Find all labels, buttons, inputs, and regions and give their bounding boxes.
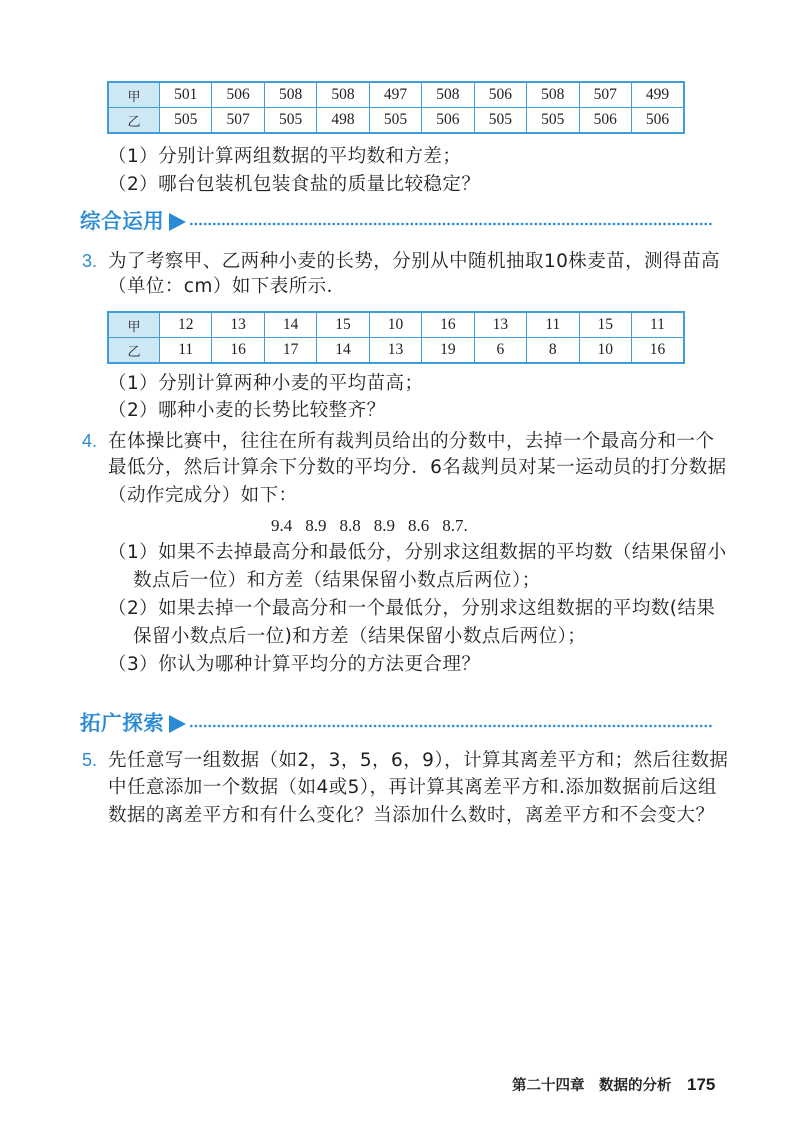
play-triangle-icon	[169, 715, 186, 733]
table-row	[108, 338, 684, 364]
top-part-1: （1）分别计算两组数据的平均数和方差；	[108, 146, 462, 167]
table-cell: 16	[212, 338, 264, 364]
row-label-yi: 乙	[108, 338, 160, 364]
problem-3-line-1	[82, 250, 720, 273]
problem-number: 5.	[82, 750, 98, 770]
table-row	[108, 312, 684, 338]
problem-text: 先任意写一组数据（如2，3，5，6，9），计算其离差平方和；然后往数据	[108, 750, 729, 771]
table-cell: 505	[160, 108, 212, 134]
packaging-machine-table	[107, 81, 685, 134]
table-cell: 507	[579, 82, 631, 108]
table-cell: 506	[631, 108, 684, 134]
table-cell: 506	[422, 108, 474, 134]
problem-4-line-3: （动作完成分）如下：	[108, 485, 298, 506]
table-cell: 499	[631, 82, 684, 108]
problem-4-part-2-line-1: （2）如果去掉一个最高分和一个最低分，分别求这组数据的平均数(结果	[108, 598, 716, 619]
table-row	[108, 108, 684, 134]
section-title: 综合运用	[80, 209, 165, 233]
score-value: 8.8	[339, 516, 361, 535]
table-cell: 16	[422, 312, 474, 338]
problem-5-line-1	[82, 749, 728, 772]
problem-text: 在体操比赛中，往往在所有裁判员给出的分数中，去掉一个最高分和一个	[108, 431, 715, 452]
table-cell: 15	[579, 312, 631, 338]
row-label-jia: 甲	[108, 312, 160, 338]
score-value: 8.7	[442, 516, 464, 535]
section-heading-comprehensive	[80, 209, 712, 233]
table-cell: 14	[317, 338, 369, 364]
dotted-rule	[189, 724, 712, 728]
score-value: 8.6	[408, 516, 430, 535]
table-cell: 13	[212, 312, 264, 338]
table-cell: 19	[422, 338, 474, 364]
table-cell: 508	[317, 82, 369, 108]
problem-number: 4.	[82, 431, 98, 451]
table-cell: 11	[160, 338, 212, 364]
section-heading-explore	[80, 711, 712, 735]
problem-4-part-1-line-2: 数点后一位）和方差（结果保留小数点后两位）；	[133, 570, 541, 591]
table-cell: 11	[631, 312, 684, 338]
table-cell: 17	[264, 338, 316, 364]
judge-scores	[271, 515, 468, 537]
problem-number: 3.	[82, 251, 98, 271]
table-cell: 8	[527, 338, 579, 364]
table-cell: 498	[317, 108, 369, 134]
problem-3-part-2: （2）哪种小麦的长势比较整齐？	[108, 400, 386, 421]
problem-4-part-2-line-2: 保留小数点后一位)和方差（结果保留小数点后两位）；	[133, 626, 587, 647]
table-cell: 508	[422, 82, 474, 108]
problem-3-line-2: （单位：cm）如下表所示．	[108, 276, 346, 297]
page-number: 175	[687, 1075, 716, 1094]
problem-5-line-3: 数据的离差平方和有什么变化？当添加什么数时，离差平方和不会变大？	[108, 805, 715, 826]
table-cell: 16	[631, 338, 684, 364]
table-cell: 508	[527, 82, 579, 108]
table-cell: 15	[317, 312, 369, 338]
play-triangle-icon	[169, 213, 186, 231]
wheat-height-table	[107, 311, 685, 364]
score-value: 9.4	[271, 516, 293, 535]
problem-4-line-2: 最低分，然后计算余下分数的平均分．6名裁判员对某一运动员的打分数据	[108, 457, 727, 478]
section-title: 拓广探索	[80, 711, 165, 735]
table-cell: 10	[579, 338, 631, 364]
table-cell: 508	[264, 82, 316, 108]
table-cell: 501	[160, 82, 212, 108]
table-cell: 505	[369, 108, 421, 134]
table-row	[108, 82, 684, 108]
table-cell: 14	[264, 312, 316, 338]
table-cell: 10	[369, 312, 421, 338]
dotted-rule	[189, 222, 712, 226]
table-cell: 13	[474, 312, 526, 338]
table-cell: 6	[474, 338, 526, 364]
table-cell: 505	[474, 108, 526, 134]
table-cell: 507	[212, 108, 264, 134]
table-cell: 506	[579, 108, 631, 134]
table-cell: 506	[474, 82, 526, 108]
problem-text: 为了考察甲、乙两种小麦的长势，分别从中随机抽取10株麦苗，测得苗高	[108, 251, 720, 272]
scores-end-punctuation: .	[463, 516, 468, 535]
problem-4-line-1	[82, 430, 714, 453]
table-cell: 13	[369, 338, 421, 364]
problem-4-part-3-line-1: （3）你认为哪种计算平均分的方法更合理？	[108, 654, 481, 675]
score-value: 8.9	[305, 516, 327, 535]
footer-chapter-title: 第二十四章 数据的分析	[512, 1078, 672, 1094]
score-value: 8.9	[373, 516, 395, 535]
problem-5-line-2: 中任意添加一个数据（如4或5），再计算其离差平方和.添加数据前后这组	[108, 777, 717, 798]
problem-3-part-1: （1）分别计算两种小麦的平均苗高；	[108, 373, 424, 394]
row-label-jia: 甲	[108, 82, 160, 108]
table-cell: 505	[527, 108, 579, 134]
problem-4-part-1-line-1: （1）如果不去掉最高分和最低分，分别求这组数据的平均数（结果保留小	[108, 542, 727, 563]
top-part-2: （2）哪台包装机包装食盐的质量比较稳定？	[108, 174, 481, 195]
table-cell: 506	[212, 82, 264, 108]
table-cell: 11	[527, 312, 579, 338]
table-cell: 505	[264, 108, 316, 134]
table-cell: 497	[369, 82, 421, 108]
row-label-yi: 乙	[108, 108, 160, 134]
table-cell: 12	[160, 312, 212, 338]
